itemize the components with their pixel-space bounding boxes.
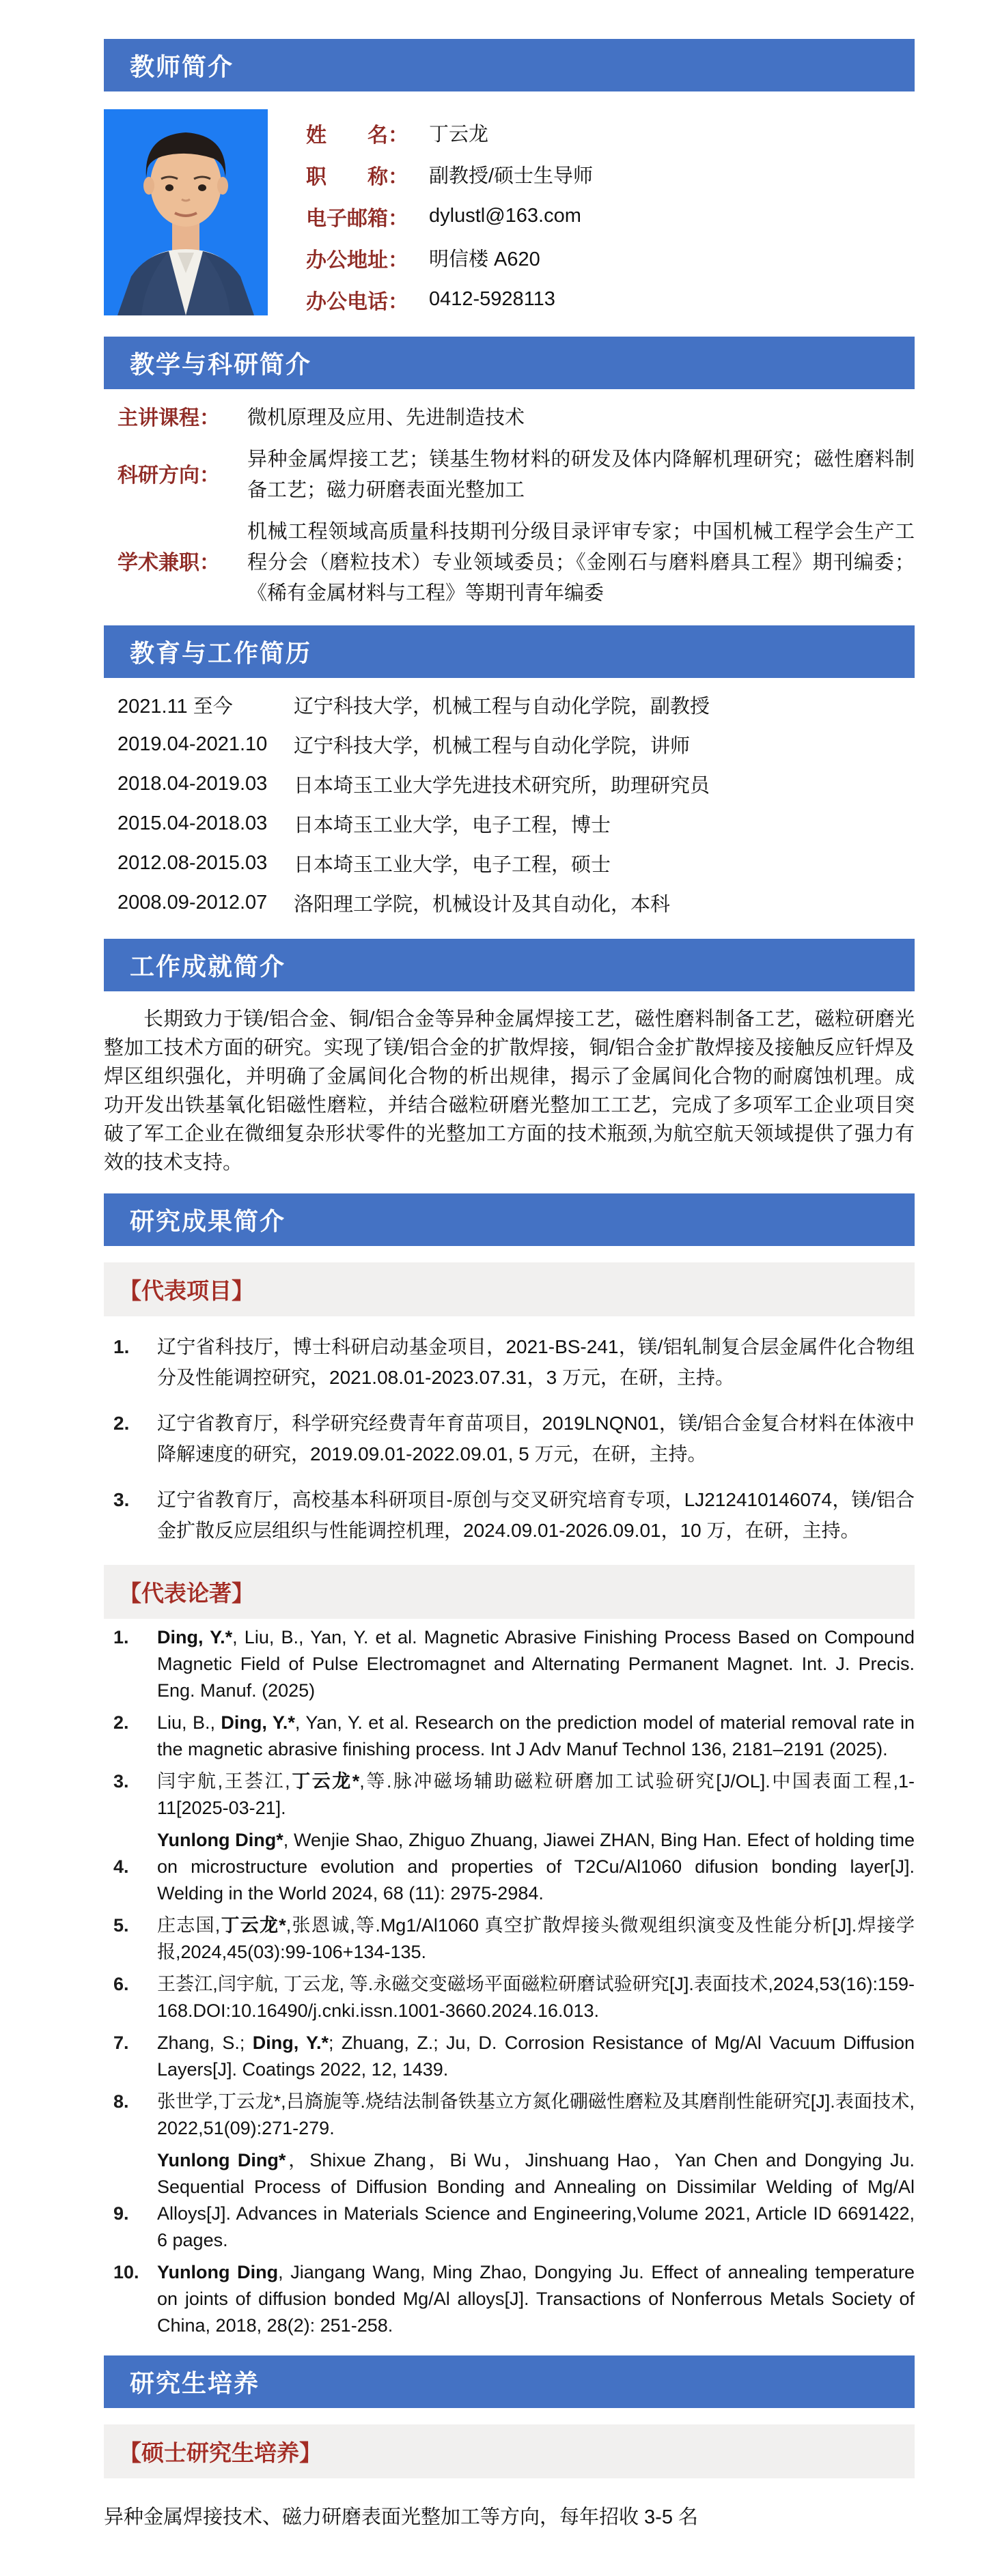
- field-office-address: [306, 237, 593, 279]
- timeline-row: [104, 843, 915, 883]
- publication-number: 6.: [113, 1974, 129, 1994]
- publication-text: Yunlong Ding*，Shixue Zhang，Bi Wu，Jinshuang Hao，Yan Chen and Dongying Ju. Sequential Process of Diffusion Bonding and Annealing on Dissimilar Welding of Mg/Al Alloys[J]. Advances in Materials Science and Engineering,Volume 2021, Article ID 6691422, 6 pages.: [157, 2150, 915, 2250]
- section-header-teacher-intro: 教师简介: [104, 39, 915, 91]
- field-email-value: dylustl@163.com: [429, 205, 581, 227]
- publication-item: [104, 2089, 915, 2142]
- publication-number: 7.: [113, 2033, 129, 2053]
- timeline-row: [104, 764, 915, 804]
- field-office-phone: [306, 279, 593, 320]
- section-header-graduate-training: 研究生培养: [104, 2355, 915, 2408]
- profile-block: [104, 109, 915, 320]
- publication-item: [104, 1912, 915, 1966]
- publication-text: 王荟江,闫宇航, 丁云龙, 等.永磁交变磁场平面磁粒研磨试验研究[J].表面技术,2024,53(16):159-168.DOI:10.16490/j.cnki.issn.1001-3660.2024.16.013.: [157, 1974, 915, 2021]
- project-number: 3.: [113, 1489, 130, 1510]
- project-text: 辽宁省教育厅，科学研究经费青年育苗项目，2019LNQN01，镁/铝合金复合材料在体液中降解速度的研究，2019.09.01-2022.09.01, 5 万元，在研，主持。: [157, 1413, 915, 1464]
- publication-text: Liu, B., Ding, Y.*, Yan, Y. et al. Research on the prediction model of material removal rate in the magnetic abrasive finishing process. Int J Adv Manuf Technol 136, 2181–2191 (2025).: [157, 1712, 915, 1759]
- timeline-row: [104, 724, 915, 764]
- publication-number: 1.: [113, 1627, 129, 1647]
- research-directions-text: 异种金属焊接工艺；镁基生物材料的研发及体内降解机理研究；磁性磨料制备工艺；磁力研磨表面光整加工: [247, 449, 915, 501]
- project-item: [104, 1331, 915, 1393]
- timeline-period: 2021.11 至今: [117, 695, 233, 718]
- field-email-label: 电子邮箱：: [306, 207, 408, 230]
- field-office-address-label: 办公地址：: [306, 249, 408, 272]
- project-text: 辽宁省教育厅，高校基本科研项目-原创与交叉研究培育专项，LJ212410146074，镁/铝合金扩散反应层组织与性能调控机理，2024.09.01-2026.09.01，10 万，在研，主持。: [157, 1489, 915, 1541]
- timeline-detail: 辽宁科技大学，机械工程与自动化学院，副教授: [294, 695, 710, 718]
- subheader-representative-publications: 【代表论著】: [104, 1565, 915, 1619]
- field-name-value: 丁云龙: [429, 124, 489, 145]
- section-header-work-achievements: 工作成就简介: [104, 939, 915, 991]
- publication-item: [104, 1624, 915, 1704]
- timeline-period: 2018.04-2019.03: [117, 772, 268, 795]
- publication-number: 5.: [113, 1915, 129, 1936]
- courses-label: 主讲课程：: [117, 407, 220, 429]
- publication-text: Ding, Y.*, Liu, B., Yan, Y. et al. Magnetic Abrasive Finishing Process Based on Compound Magnetic Field of Pulse Electromagnet and Alternating Permanent Magnet. Int. J. Precis. Eng. Manuf. (2025): [157, 1627, 915, 1701]
- publication-item: [104, 2147, 915, 2254]
- timeline-detail: 日本埼玉工业大学先进技术研究所，助理研究员: [294, 774, 710, 797]
- timeline-row: [104, 804, 915, 843]
- profile-photo: [104, 109, 268, 315]
- project-text: 辽宁省科技厅，博士科研启动基金项目，2021-BS-241，镁/铝轧制复合层金属件化合物组分及性能调控研究，2021.08.01-2023.07.31，3 万元，在研，主持。: [157, 1336, 915, 1388]
- project-number: 1.: [113, 1336, 130, 1357]
- academic-posts-label: 学术兼职：: [117, 552, 220, 574]
- field-title-label: 职 称：: [306, 165, 408, 188]
- timeline-period: 2012.08-2015.03: [117, 851, 268, 874]
- publication-item: [104, 1710, 915, 1763]
- education-work-timeline: [104, 685, 915, 922]
- courses-text: 微机原理及应用、先进制造技术: [247, 407, 525, 429]
- field-office-address-value: 明信楼 A620: [429, 249, 540, 270]
- teaching-row-academic-posts: [104, 517, 915, 609]
- publication-number: 10.: [113, 2262, 139, 2282]
- field-name: [306, 112, 593, 154]
- publication-item: [104, 1971, 915, 2024]
- timeline-row: [104, 685, 915, 724]
- project-item: [104, 1408, 915, 1469]
- profile-fields: [306, 109, 593, 320]
- timeline-detail: 辽宁科技大学，机械工程与自动化学院，讲师: [294, 735, 691, 757]
- publication-text: 闫宇航,王荟江,丁云龙*,等.脉冲磁场辅助磁粒研磨加工试验研究[J/OL].中国表面工程,1-11[2025-03-21].: [157, 1771, 915, 1818]
- field-name-label: 姓 名：: [306, 124, 408, 147]
- field-title-value: 副教授/硕士生导师: [429, 165, 594, 187]
- timeline-period: 2015.04-2018.03: [117, 812, 268, 834]
- section-header-research-results: 研究成果简介: [104, 1193, 915, 1246]
- timeline-row: [104, 883, 915, 922]
- timeline-detail: 洛阳理工学院，机械设计及其自动化，本科: [294, 893, 671, 916]
- project-item: [104, 1484, 915, 1546]
- timeline-period: 2019.04-2021.10: [117, 733, 268, 755]
- subheader-representative-projects: 【代表项目】: [104, 1262, 915, 1316]
- research-directions-label: 科研方向：: [117, 464, 220, 487]
- publication-text: Yunlong Ding, Jiangang Wang, Ming Zhao, Dongying Ju. Effect of annealing temperature on joints of diffusion bonded Mg/Al alloys[J]. Transactions of Nonferrous Metals Society of China, 2018, 28(2): 251-258.: [157, 2262, 915, 2336]
- publication-text: 庄志国,丁云龙*,张恩诚,等.Mg1/Al1060 真空扩散焊接头微观组织演变及性能分析[J].焊接学报,2024,45(03):99-106+134-135.: [157, 1915, 915, 1962]
- field-office-phone-label: 办公电话：: [306, 290, 408, 313]
- publication-text: 张世学,丁云龙*,吕旖旎等.烧结法制备铁基立方氮化硼磁性磨粒及其磨削性能研究[J].表面技术, 2022,51(09):271-279.: [157, 2091, 915, 2138]
- timeline-detail: 日本埼玉工业大学，电子工程，硕士: [294, 853, 611, 876]
- publication-number: 2.: [113, 1712, 129, 1733]
- publication-number: 4.: [113, 1856, 129, 1877]
- teaching-row-research-directions: [104, 444, 915, 506]
- publication-item: [104, 1827, 915, 1907]
- faculty-profile-page: [104, 39, 915, 2530]
- field-office-phone-value: 0412-5928113: [429, 288, 555, 310]
- achievements-paragraph: 长期致力于镁/铝合金、铜/铝合金等异种金属焊接工艺，磁性磨料制备工艺，磁粒研磨光整加工技术方面的研究。实现了镁/铝合金的扩散焊接，铜/铝合金扩散焊接及接触反应钎焊及焊区组织强化，并明确了金属间化合物的析出规律，揭示了金属间化合物的耐腐蚀机理。成功开发出铁基氧化铝磁性磨粒，并结合磁粒研磨光整加工工艺，完成了多项军工企业项目突破了军工企业在微细复杂形状零件的光整加工方面的技术瓶颈,为航空航天领域提供了强力有效的技术支持。: [104, 1008, 915, 1174]
- graduate-training-text: 异种金属焊接技术、磁力研磨表面光整加工等方向，每年招收 3-5 名: [104, 2506, 699, 2528]
- field-title: [306, 154, 593, 195]
- publication-text: Yunlong Ding*, Wenjie Shao, Zhiguo Zhuang, Jiawei ZHAN, Bing Han. Efect of holding time on microstructure evolution and properties of T2Cu/Al1060 difusion bonding layer[J]. Welding in the World 2024, 68 (11): 2975-2984.: [157, 1830, 915, 1903]
- teaching-row-courses: [104, 403, 915, 434]
- publication-item: [104, 1768, 915, 1822]
- publication-list: [104, 1624, 915, 2339]
- publication-item: [104, 2259, 915, 2339]
- publication-number: 9.: [113, 2203, 129, 2224]
- project-number: 2.: [113, 1413, 130, 1434]
- publication-number: 8.: [113, 2091, 129, 2112]
- subheader-master-training: 【硕士研究生培养】: [104, 2424, 915, 2478]
- publication-item: [104, 2030, 915, 2083]
- academic-posts-text: 机械工程领域高质量科技期刊分级目录评审专家；中国机械工程学会生产工程分会（磨粒技术）专业领域委员；《金刚石与磨料磨具工程》期刊编委；《稀有金属材料与工程》等期刊青年编委: [247, 521, 915, 604]
- publication-number: 3.: [113, 1771, 129, 1792]
- publication-text: Zhang, S.; Ding, Y.*; Zhuang, Z.; Ju, D. Corrosion Resistance of Mg/Al Vacuum Diffusion Layers[J]. Coatings 2022, 12, 1439.: [157, 2033, 915, 2080]
- field-email: [306, 195, 593, 237]
- timeline-period: 2008.09-2012.07: [117, 891, 268, 914]
- timeline-detail: 日本埼玉工业大学，电子工程，博士: [294, 814, 611, 836]
- section-header-education-history: 教育与工作简历: [104, 625, 915, 678]
- section-header-teaching-research: 教学与科研简介: [104, 337, 915, 389]
